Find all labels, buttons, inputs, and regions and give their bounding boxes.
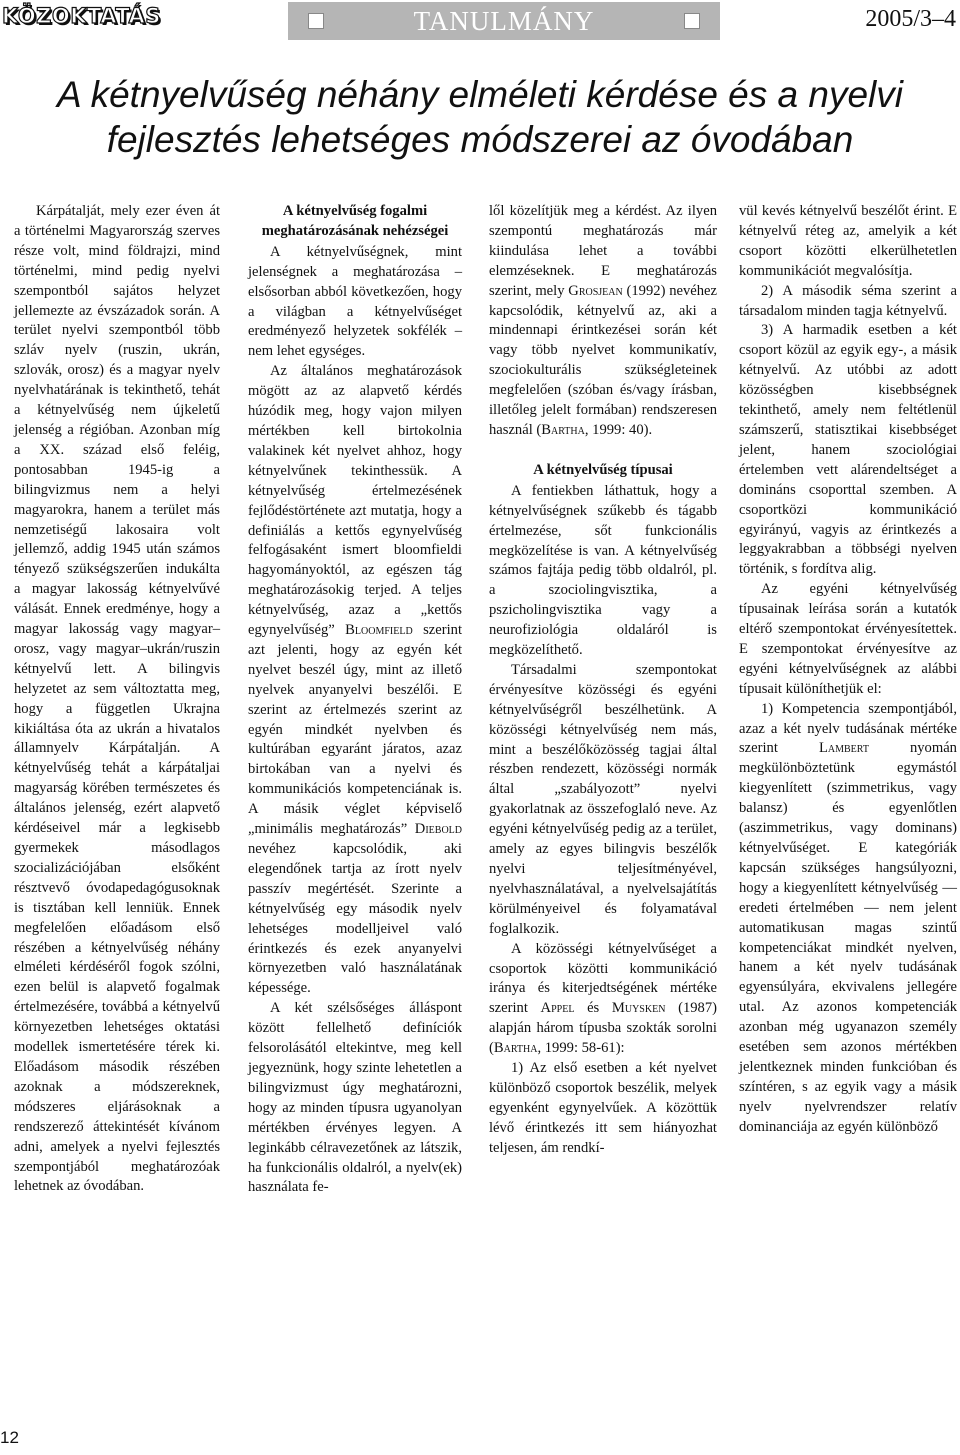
title-line-2: fejlesztés lehetséges módszerei az óvodában xyxy=(106,119,854,160)
article-title xyxy=(0,72,960,162)
paragraph: Az általános meghatározások mögött az az alapvető kérdés húzódik meg, hogy vajon milyen mértékben kell birtokolnia valakinek két nyelvet ahhoz, hogy kétnyelvűnek tekinthessük. A kétnyelvűség értelmezésének fejlődéstörténete azt mutatja, hogy a definiálás a kettős egynyelvűség felfogásaként ismert bloomfieldi hagyományoktól, az egészen tág meghatározásokig terjed. A teljes kétnyelvűség, azaz a „kettős egynyelvűség” Bloomfield szerint azt jelenti, hogy az egyén két nyelvet beszél úgy, mint az illető nyelvek anyanyelvi beszélői. E szerint az értelmezés szerint az egyén mindkét nyelvben és kultúrában egyaránt járatos, azaz birtokában van a nyelvi és kommunikációs kompetenciának is. A másik véglet képviselő „minimális meghatározás” Diebold nevéhez kapcsolódik, aki elegendőnek tartja az írott nyelv passzív megértését. Szerinte a kétnyelvűség egy második nyelv lehetséges modelljeivel való érintkezés és ezek anyanyelvi környezetben való használatának képessége. xyxy=(248,363,462,997)
page-number: 12 xyxy=(0,1428,19,1447)
author-name: Diebold xyxy=(414,821,462,838)
square-ornament-icon xyxy=(684,13,700,29)
author-name: Bloomfield xyxy=(345,622,413,639)
column-1 xyxy=(14,202,220,1197)
paragraph: A közösségi kétnyelvűséget a csoportok közötti kommunikáció iránya és kiterjedtségének mértéke szerint Appel és Muysken (1987) alapján három típusba szokták sorolni (Bartha, 1999: 58-61): xyxy=(489,940,717,1057)
paragraph: vül kevés kétnyelvű beszélőt érint. E kétnyelvű réteg az, amelyik a két csoport közötti elkerülhetetlen kommunikációt megvalósítja. xyxy=(739,203,957,279)
column-3 xyxy=(489,202,717,1159)
section-banner xyxy=(288,2,720,40)
paragraph: 3) A harmadik esetben a két csoport közül az egyik egy-, a másik kétnyelvű. Az utóbbi az adott közösségben kisebbségnek tekinthető, amely nem feltétlenül számszerű, statisztikai kisebbséget jelent, hanem szociológiai értelemben vett alárendeltséget a domináns csoporttal szemben. A csoportközi kommunikáció egyirányú, vagyis az érintkezés a leggyakrabban a többségi nyelven történik, s fordítva alig. xyxy=(739,322,957,578)
paragraph: Kárpátalját, mely ezer éven át a történelmi Magyarország szerves része volt, mind földrajzi, mind történelmi, mind pedig nyelvi szempontból sajátos helyzet jellemezte az évszázadok során. A terület nyelvi szempontból több szláv nyelv (ruszin, ukrán, szlovák, orosz) és a magyar nyelv nyelvhatárának is tekinthető, tehát a kétnyelvűség nem újkeletű jelenség a régióban. Azonban míg a XX. század első feléig, pontosabban 1945-ig a bilingvizmus nem a helyi magyarokra, hanem a terület más nemzetiségű lakosaira volt jellemző, addig 1945 után számos tényező szükségszerűen indukálta a magyar lakosság kétnyelvűvé válását. Ennek eredménye, hogy a magyar lakosság vagy magyar–orosz, vagy magyar–ukrán/ruszin kétnyelvű lett. A bilingvis helyzetet az sem változtatta meg, hogy a független Ukrajna kikiáltása óta az ukrán a hivatalos államnyelv Kárpátalján. A kétnyelvűség tehát a kárpátaljai magyarság körében természetes és általános jelenség, ezért alapvető kérdéseivel már a legkisebb gyermekek másodlagos szocializációjában elsőként résztvevő óvodapedagógusoknak is tisztában kell lenniük. Ennek megfelelően előadásom első részében a kétnyelvűség néhány elméleti kérdéséről fogok szólni, ezen belül is alapvető fogalmak értelmezésére, továbbá a kétnyelvű környezetben lehetséges oktatási modellek ismertetésére térek ki. Előadásom második részében azoknak a módszereknek, módszeres eljárásoknak a rendszerező áttekintését kívánom adni, amelyek a nyelvi fejlesztés szempontjából meghatározóak lehetnek az óvodában. xyxy=(14,203,220,1195)
author-name: Appel xyxy=(540,1000,575,1017)
title-line-1: A kétnyelvűség néhány elméleti kérdése és a nyelvi xyxy=(57,74,903,115)
paragraph: Az egyéni kétnyelvűség típusainak leírása során a kutatók eltérő szempontokat érvényesítettek. E szempontokat érvényesítve az egyéni kétnyelvűségnek az alábbi típusait különíthetjük el: xyxy=(739,581,957,697)
paragraph: A kétnyelvűségnek, mint jelenségnek a meghatározása – elsősorban abból következően, hogy a világban a kétnyelvűséget eredményező helyzetek sokfélék – nem lehet egységes. xyxy=(248,243,462,360)
paragraph: 1) Kompetencia szempontjából, azaz a két nyelv tudásának mértéke szerint Lambert nyomán megkülönböztetünk egymástól kiegyenlített (szimmetrikus, vagy balansz) és egyenlőtlen (aszimmetrikus, vagy dominans) kétnyelvűséget. E kategóriák kapcsán szükséges hangsúlyozni, hogy a kiegyenlített kétnyelvűség — eredeti értelmében — nem jelent automatikusan magas szintű kompetenciákat mindkét nyelven, hanem a két nyelv tudásának egyensúlyára, ekvivalens jellegére utal. Az azonos kompetenciák azonban még ugyanazon személy esetében sem azonos mértékben jelentkeznek minden funkcióban és színtéren, s az egyik vagy a másik nyelv nyelvrendszer relatív dominanciája az egyén különböző xyxy=(739,700,957,1135)
journal-brand: KÖZOKTATÁS xyxy=(2,4,161,28)
issue-number: 2005/3–4 xyxy=(865,6,956,32)
paragraph: Társadalmi szempontokat érvényesítve közösségi és egyéni kétnyelvűségről beszélhetünk. A közösségi kétnyelvűség nem más, mint a beszélőközösség tagjai által részben rendezett, közösségi normák által „szabályozott” nyelvi gyakorlatnak az összefoglaló neve. Az egyéni kétnyelvűség pedig az a terület, amely az egyes bilingvis beszélők nyelvi teljesítményével, nyelvhasználatával, a nyelvelsajátítás körülményeivel és folyamatával foglalkozik. xyxy=(489,661,717,937)
author-name: Grosjean xyxy=(568,282,623,299)
paragraph: 2) A második séma szerint a társadalom minden tagja kétnyelvű. xyxy=(739,282,957,319)
paragraph: A fentiekben láthattuk, hogy a kétnyelvűségnek szűkebb és tágabb értelmezése, sőt funkcionális megközelítése is van. A kétnyelvűség számos fajtája pedig több oldalról, pl. a szociolingvisztika, a pszicholingvisztika vagy a neurofiziológia oldaláról is megközelíthető. xyxy=(489,482,717,659)
author-name: Bartha xyxy=(541,421,585,438)
author-name: Muysken xyxy=(611,1000,666,1017)
paragraph: A két szélsőséges álláspont között fellelhető definíciók felsorolásától eltekintve, meg kell jegyeznünk, hogy szinte lehetetlen a bilingvizmust úgy meghatározni, hogy az minden típusra ugyanolyan mértékben érvényes legyen. A leginkább célravezetőnek az látszik, ha funkcionális oldalról, a nyelv(ek) használata fe- xyxy=(248,1000,462,1196)
column-4 xyxy=(739,202,957,1138)
paragraph: lől közelítjük meg a kérdést. Az ilyen szempontú meghatározás már kiindulása lehet a további elemzéseknek. E meghatározás szerint, mely Grosjean (1992) nevéhez kapcsolódik, kétnyelvű az, aki a mindennapi érintkezései során két vagy több nyelvet kommunikatív, szociokulturális szükségleteinek megfelelően (szóban és/vagy írásban, illetőleg jelelt formában) rendszeresen használ (Bartha, 1999: 40). xyxy=(489,203,717,438)
section-heading: A kétnyelvűség típusai xyxy=(533,461,673,478)
author-name: Lambert xyxy=(818,740,869,757)
author-name: Bartha xyxy=(493,1040,538,1057)
section-heading: A kétnyelvűség fogalmi meghatározásának nehézségei xyxy=(261,203,449,239)
paragraph: 1) Az első esetben a két nyelvet különböző csoportok beszélik, melyek egyenként egynyelvűek. A közöttük lévő érintkezés itt sem hiányozhat teljesen, ám rendkí- xyxy=(489,1060,717,1156)
page-header xyxy=(0,0,960,42)
section-label: TANULMÁNY xyxy=(413,6,595,36)
column-2 xyxy=(248,202,462,1198)
